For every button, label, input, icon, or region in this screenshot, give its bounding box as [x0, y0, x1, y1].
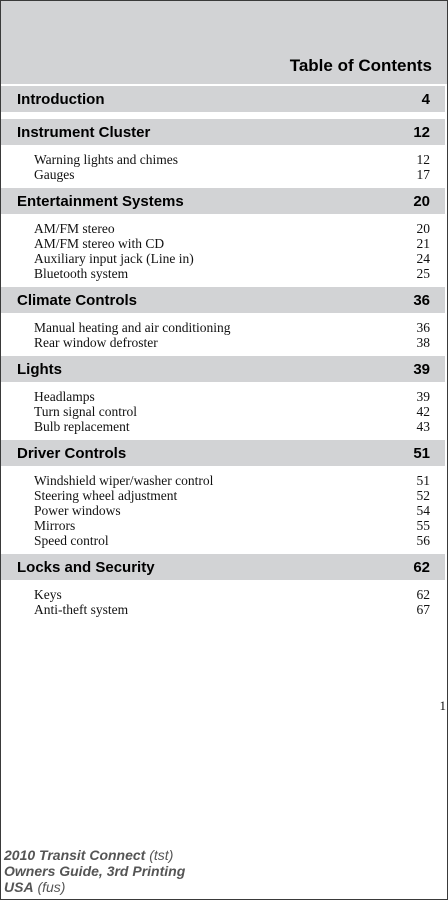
entry-page: 51: [416, 473, 430, 488]
section-page: 20: [413, 192, 430, 210]
page-title: Table of Contents: [289, 56, 432, 75]
toc-entry[interactable]: [1, 473, 445, 488]
entry-label: Turn signal control: [34, 404, 138, 419]
footer-line-1: [4, 847, 185, 863]
toc-entry[interactable]: [1, 602, 445, 617]
toc-entry[interactable]: [1, 389, 445, 404]
footer-market: USA: [4, 879, 34, 895]
entry-label: Windshield wiper/washer control: [34, 473, 214, 488]
toc-entry[interactable]: [1, 419, 445, 434]
entry-label: Rear window defroster: [34, 335, 158, 350]
section-title: Locks and Security: [17, 558, 155, 576]
footer-line-2: [4, 863, 185, 879]
toc-entry[interactable]: [1, 503, 445, 518]
toc-entry[interactable]: [1, 320, 445, 335]
entry-page: 55: [416, 518, 430, 533]
entry-label: Gauges: [34, 167, 75, 182]
entry-label: Power windows: [34, 503, 121, 518]
toc-entry[interactable]: [1, 251, 445, 266]
footer-vehicle-code: (tst): [149, 847, 174, 863]
section-title: Entertainment Systems: [17, 192, 184, 210]
toc-section: [1, 554, 445, 623]
entry-list: [1, 214, 445, 287]
section-page: 36: [413, 291, 430, 309]
section-title: Climate Controls: [17, 291, 138, 309]
section-title: Lights: [17, 360, 62, 378]
entry-page: 62: [416, 587, 430, 602]
entry-page: 21: [416, 236, 430, 251]
toc-entry[interactable]: [1, 167, 445, 182]
footer-guide: Owners Guide, 3rd Printing: [4, 863, 186, 879]
section-page: 12: [413, 123, 430, 141]
entry-page: 17: [416, 167, 430, 182]
section-header[interactable]: [1, 86, 445, 112]
entry-label: Keys: [34, 587, 62, 602]
footer: [4, 847, 185, 895]
section-header[interactable]: [1, 119, 445, 145]
section-page: 51: [413, 444, 430, 462]
entry-label: Mirrors: [34, 518, 76, 533]
entry-page: 54: [416, 503, 430, 518]
entry-label: Manual heating and air conditioning: [34, 320, 231, 335]
section-page: 39: [413, 360, 430, 378]
section-header[interactable]: [1, 554, 445, 580]
entry-label: Speed control: [34, 533, 109, 548]
footer-line-3: [4, 879, 185, 895]
entry-page: 56: [416, 533, 430, 548]
section-header[interactable]: [1, 356, 445, 382]
entry-list: [1, 382, 445, 440]
entry-label: Bulb replacement: [34, 419, 130, 434]
toc-entry[interactable]: [1, 266, 445, 281]
toc-entry[interactable]: [1, 404, 445, 419]
entry-page: 43: [416, 419, 430, 434]
toc-section: [1, 86, 445, 119]
toc-entry[interactable]: [1, 533, 445, 548]
section-title: Instrument Cluster: [17, 123, 151, 141]
toc-entry[interactable]: [1, 587, 445, 602]
section-gap: [1, 112, 445, 119]
page-number: 1: [439, 698, 446, 713]
entry-label: Anti-theft system: [34, 602, 129, 617]
entry-page: 67: [416, 602, 430, 617]
entry-page: 12: [416, 152, 430, 167]
footer-vehicle: 2010 Transit Connect: [4, 847, 146, 863]
entry-list: [1, 580, 445, 623]
entry-label: Auxiliary input jack (Line in): [34, 251, 194, 266]
entry-label: Bluetooth system: [34, 266, 129, 281]
entry-label: AM/FM stereo: [34, 221, 115, 236]
entry-page: 39: [416, 389, 430, 404]
toc-section: [1, 440, 445, 554]
toc-entry[interactable]: [1, 518, 445, 533]
entry-page: 24: [416, 251, 430, 266]
section-header[interactable]: [1, 287, 445, 313]
toc-entry[interactable]: [1, 152, 445, 167]
section-title: Introduction: [17, 90, 105, 108]
toc-section: [1, 188, 445, 287]
toc-entry[interactable]: [1, 488, 445, 503]
section-header[interactable]: [1, 440, 445, 466]
entry-page: 25: [416, 266, 430, 281]
entry-page: 38: [416, 335, 430, 350]
toc-section: [1, 287, 445, 356]
entry-list: [1, 466, 445, 554]
toc-entry[interactable]: [1, 236, 445, 251]
entry-page: 42: [416, 404, 430, 419]
table-of-contents: [1, 86, 445, 623]
entry-label: Headlamps: [34, 389, 95, 404]
section-page: 62: [413, 558, 430, 576]
toc-section: [1, 119, 445, 188]
entry-page: 36: [416, 320, 430, 335]
entry-label: AM/FM stereo with CD: [34, 236, 165, 251]
section-title: Driver Controls: [17, 444, 127, 462]
toc-entry[interactable]: [1, 335, 445, 350]
entry-page: 52: [416, 488, 430, 503]
entry-label: Warning lights and chimes: [34, 152, 179, 167]
entry-list: [1, 313, 445, 356]
entry-page: 20: [416, 221, 430, 236]
toc-section: [1, 356, 445, 440]
entry-list: [1, 145, 445, 188]
section-header[interactable]: [1, 188, 445, 214]
entry-label: Steering wheel adjustment: [34, 488, 178, 503]
section-page: 4: [421, 90, 430, 108]
toc-entry[interactable]: [1, 221, 445, 236]
footer-market-code: (fus): [37, 879, 66, 895]
